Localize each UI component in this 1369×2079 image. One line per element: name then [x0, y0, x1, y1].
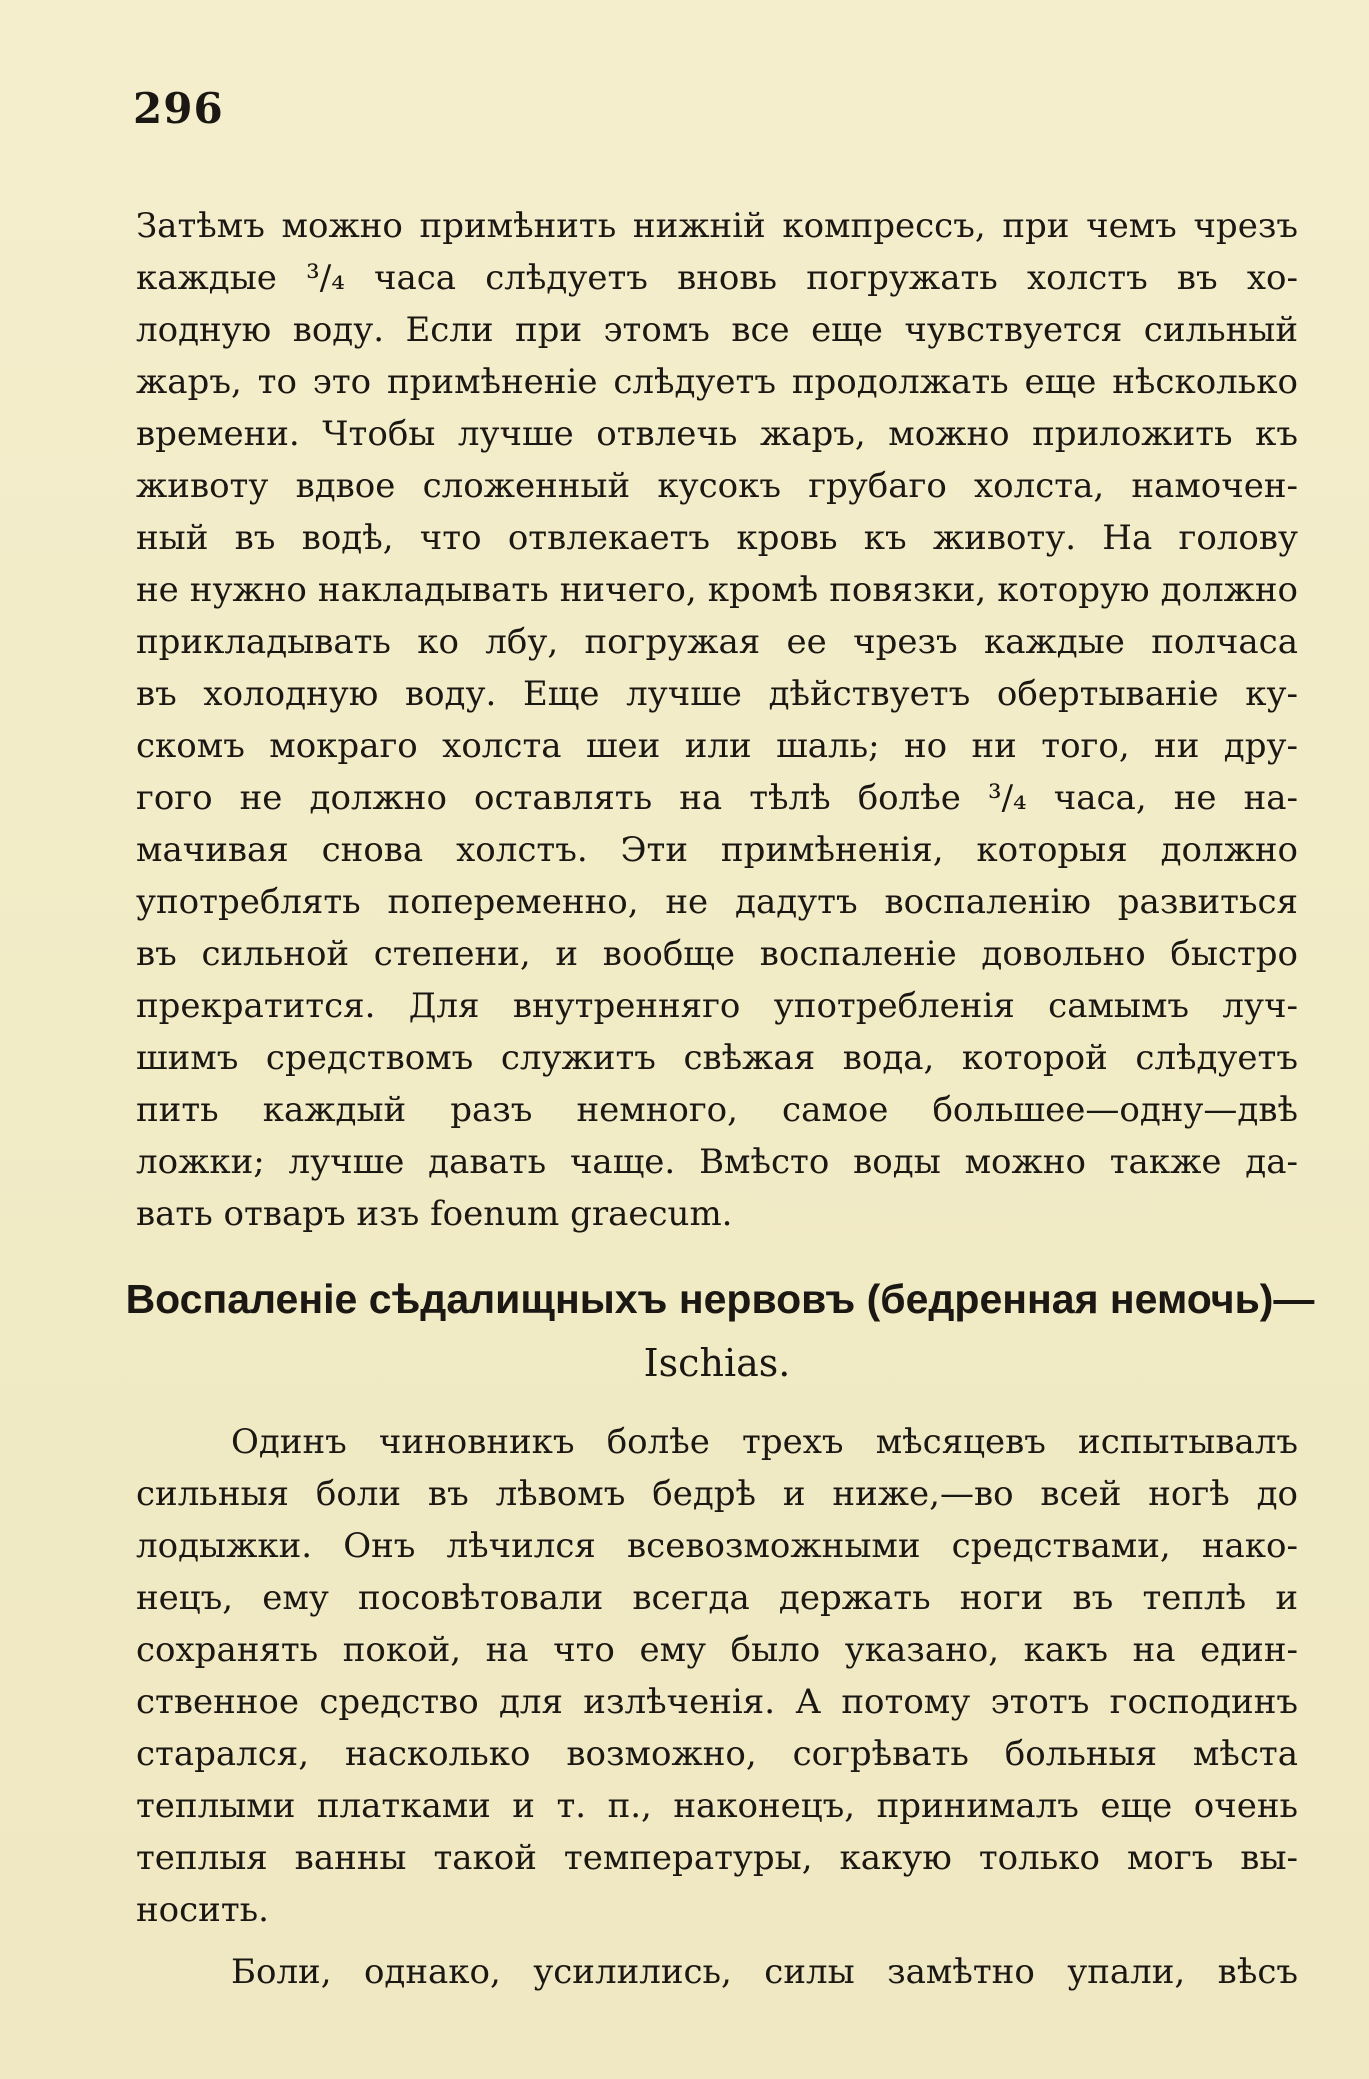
- text-line: сильныя боли въ лѣвомъ бедрѣ и ниже,—во всей ногѣ до: [136, 1474, 1298, 1514]
- text-line: сохранять покой, на что ему было указано, какъ на един-: [136, 1630, 1298, 1670]
- text-line: ственное средство для излѣченія. А потому этотъ господинъ: [136, 1682, 1298, 1722]
- text-line: Боли, однако, усилились, силы замѣтно упали, вѣсъ: [231, 1952, 1298, 1992]
- paragraph-case-history: [136, 1416, 1298, 1936]
- text-line: животу вдвое сложенный кусокъ грубаго холста, намочен-: [136, 466, 1298, 506]
- text-line: лодную воду. Если при этомъ все еще чувствуется сильный: [136, 310, 1298, 350]
- text-line: ный въ водѣ, что отвлекаетъ кровь къ животу. На голову: [136, 518, 1298, 558]
- text-line: старался, насколько возможно, согрѣвать больныя мѣста: [136, 1734, 1298, 1774]
- text-line: вать отваръ изъ foenum graecum.: [136, 1194, 733, 1234]
- text-line: шимъ средствомъ служитъ свѣжая вода, которой слѣдуетъ: [136, 1038, 1298, 1078]
- text-line: въ сильной степени, и вообще воспаленіе довольно быстро: [136, 934, 1298, 974]
- text-line: скомъ мокраго холста шеи или шаль; но ни того, ни дру-: [136, 726, 1298, 766]
- paragraph-compress: [136, 200, 1298, 1240]
- text-line: каждые ³/₄ часа слѣдуетъ вновь погружать холстъ въ хо-: [136, 258, 1298, 298]
- text-line: нецъ, ему посовѣтовали всегда держать ноги въ теплѣ и: [136, 1578, 1298, 1618]
- text-line: въ холодную воду. Еще лучше дѣйствуетъ обертываніе ку-: [136, 674, 1298, 714]
- text-line: пить каждый разъ немного, самое большее—одну—двѣ: [136, 1090, 1298, 1130]
- section-heading: Воспаленіе сѣдалищныхъ нервовъ (бедренная немочь)—: [125, 1276, 1315, 1322]
- section-subheading: Ischias.: [643, 1341, 791, 1385]
- text-line: Одинъ чиновникъ болѣе трехъ мѣсяцевъ испытывалъ: [231, 1422, 1298, 1462]
- text-line: Затѣмъ можно примѣнить нижній компрессъ, при чемъ чрезъ: [136, 206, 1298, 246]
- text-line: гого не должно оставлять на тѣлѣ болѣе ³/₄ часа, не на-: [136, 778, 1298, 818]
- text-line: не нужно накладывать ничего, кромѣ повязки, которую должно: [136, 570, 1298, 610]
- text-line: лодыжки. Онъ лѣчился всевозможными средствами, нако-: [136, 1526, 1298, 1566]
- text-line: теплыя ванны такой температуры, какую только могъ вы-: [136, 1838, 1298, 1878]
- text-line: жаръ, то это примѣненіе слѣдуетъ продолжать еще нѣсколько: [136, 362, 1298, 402]
- text-line: теплыми платками и т. п., наконецъ, принималъ еще очень: [136, 1786, 1298, 1826]
- text-line: прекратится. Для внутренняго употребленія самымъ луч-: [136, 986, 1298, 1026]
- text-line: употреблять попеременно, не дадутъ воспаленію развиться: [136, 882, 1298, 922]
- text-line: ложки; лучше давать чаще. Вмѣсто воды можно также да-: [136, 1142, 1298, 1182]
- text-line: прикладывать ко лбу, погружая ее чрезъ каждые полчаса: [136, 622, 1298, 662]
- text-line: времени. Чтобы лучше отвлечь жаръ, можно приложить къ: [136, 414, 1298, 454]
- text-line: мачивая снова холстъ. Эти примѣненія, которыя должно: [136, 830, 1298, 870]
- paragraph-continuation: [136, 1946, 1298, 1998]
- text-line: носить.: [136, 1890, 269, 1930]
- page-number: 296: [133, 84, 224, 133]
